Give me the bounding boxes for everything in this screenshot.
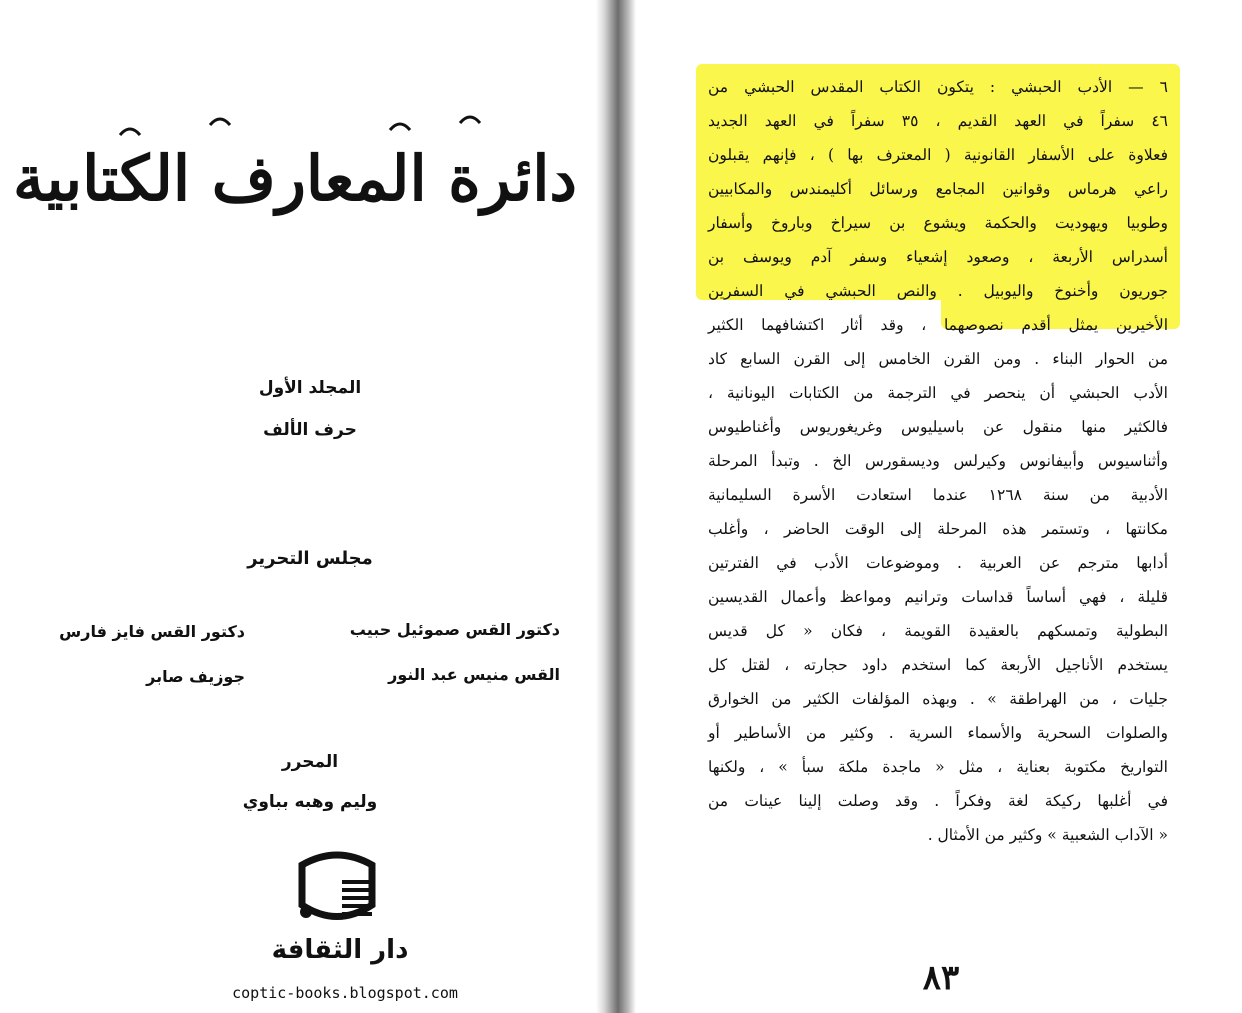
text-line: وطوبيا ويهوديت والحكمة ويشوع بن سيراخ وباروخ وأسفار [708,214,1168,232]
text-line: الأدب الحبشي أن ينحصر في الترجمة من الكتابات اليونانية ، [708,384,1168,402]
text-line: والصلوات السحرية والأسماء السرية . وكثير من الأساطير أو [708,724,1168,742]
text-line: قليلة ، فهي أساساً قداسات وترانيم ومواعظ وأعمال القديسين [708,588,1168,606]
text-line: ٦ — الأدب الحبشي : يتكون الكتاب المقدس الحبشي من [708,78,1168,96]
text-line: يستخدم الأناجيل الأربعة كما استخدم داود حجارته ، لقتل كل [708,656,1168,674]
editorial-board-label: مجلس التحرير [247,548,373,569]
text-line: ٤٦ سفراً في العهد القديم ، ٣٥ سفراً في العهد الجديد [708,112,1168,130]
board-member: دكتور القس صموئيل حبيب [349,620,560,639]
text-line: وأثناسيوس وأبيفانوس وكيرلس وديسقورس الخ . وتبدأ المرحلة [708,452,1168,470]
text-line: الأدبية من سنة ١٢٦٨ عندما استعادت الأسرة السليمانية [708,486,1168,504]
text-line: فالكثير منها منقول عن باسيليوس وغريغوريوس وأغناطيوس [708,418,1168,436]
text-line: مكانتها ، وتستمر هذه المرحلة إلى الوقت الحاضر ، وأغلب [708,520,1168,538]
text-line: جوريون وأخنوخ واليوبيل . والنص الحبشي في السفرين [708,282,1168,300]
text-line: البطولية وتمسكهم بالعقيدة القويمة ، فكان « كل قديس [708,622,1168,640]
article-text [708,70,1168,852]
text-line: راعي هرماس وقوانين المجامع ورسائل أكليمندس والمكابيين [708,180,1168,198]
editor-label: المحرر [281,752,339,772]
text-line: فعلاوة على الأسفار القانونية ( المعترف بها ) ، فإنهم يقبلون [708,146,1168,164]
publisher-logo-icon [282,850,392,930]
text-line: من الحوار البناء . ومن القرن الخامس إلى القرن السابع كاد [708,350,1168,368]
text-line: أسدراس الأربعة ، وصعود إشعياء وسفر آدم ويوسف بن [708,248,1168,266]
left-page [0,0,600,1013]
publisher-name: دار الثقافة [271,935,409,965]
text-line: التواريخ مكتوبة بعناية ، مثل « ماجدة ملكة سبأ » ، ولكنها [708,758,1168,776]
calligraphy-flourish [120,117,480,135]
board-member: جوزيف صابر [146,667,245,686]
text-line: جليات ، من الهراطقة » . وبهذه المؤلفات الكثير من الخوارق [708,690,1168,708]
text-line: الأخيرين يمثل أقدم نصوصهما ، وقد أثار اكتشافهما الكثير [708,316,1168,334]
right-page [636,0,1242,1013]
text-line: أدابها مترجم عن العربية . وموضوعات الأدب في الفترتين [708,554,1168,572]
volume-label: المجلد الأول [258,378,362,398]
book-title: دائرة المعارف الكتابية [12,142,578,215]
text-line: « الآداب الشعبية » وكثير من الأمثال . [927,826,1168,844]
page-number: ٨٣ [922,958,960,998]
blog-url: coptic-books.blogspot.com [232,984,458,1002]
title-calligraphy [12,95,578,255]
letter-label: حرف الألف [263,420,357,440]
book-gutter [596,0,636,1013]
text-line: في أغلبها ركيكة لغة وفكراً . وقد وصلت إلينا عينات من [708,792,1168,810]
board-member: دكتور القس فايز فارس [59,622,245,641]
board-member: القس منيس عبد النور [388,665,560,684]
editor-name: وليم وهبه بباوي [242,792,378,812]
